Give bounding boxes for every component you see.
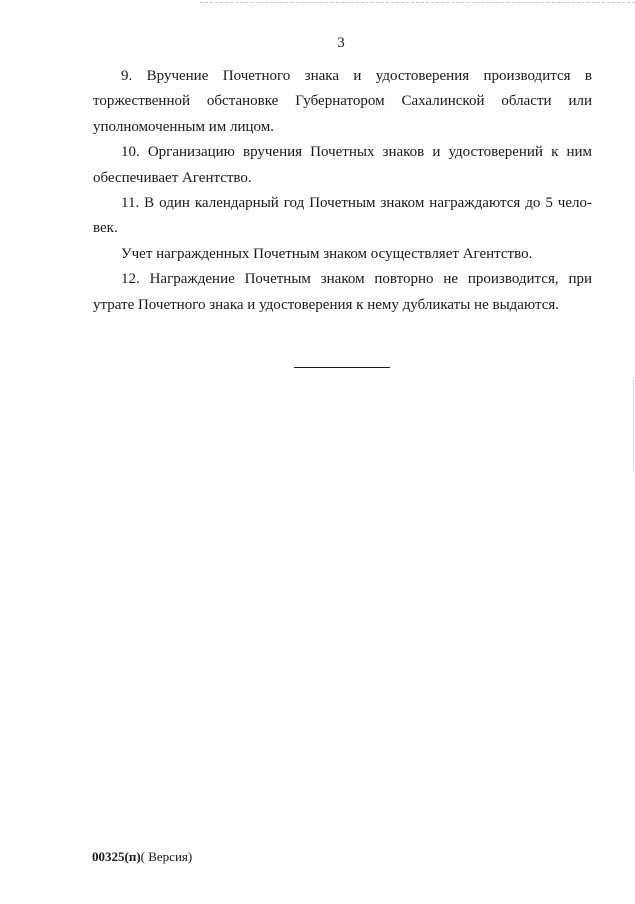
scan-edge-line [200,2,635,3]
paragraph-12: 12. Награждение Почетным знаком повторно не производится, при утрате Почетного знака и удостоверения к нему дубликаты не выдаются. [93,271,592,313]
paragraph-11-line-1: 11. В один календарный год Почетным знаком награждаются до 5 чело- [121,195,592,212]
scan-edge-mark [633,380,634,470]
document-footer [92,849,192,865]
paragraph-9: 9. Вручение Почетного знака и удостоверения производится в торжественной обстановке Губернатором Сахалинской области или уполномоченным им лицом. [93,68,592,135]
footer-doc-code: 00325(п) [92,849,141,864]
paragraph-10: 10. Организацию вручения Почетных знаков и удостоверений к ним обеспечивает Агентство. [93,144,592,186]
document-body [93,64,592,318]
footer-version: ( Версия) [140,849,193,864]
end-separator-line [294,367,390,368]
paragraph-accounting: Учет награжденных Почетным знаком осуществляет Агентство. [121,245,533,262]
page-number: 3 [337,35,345,51]
paragraph-11-line-2: век. [93,220,118,237]
